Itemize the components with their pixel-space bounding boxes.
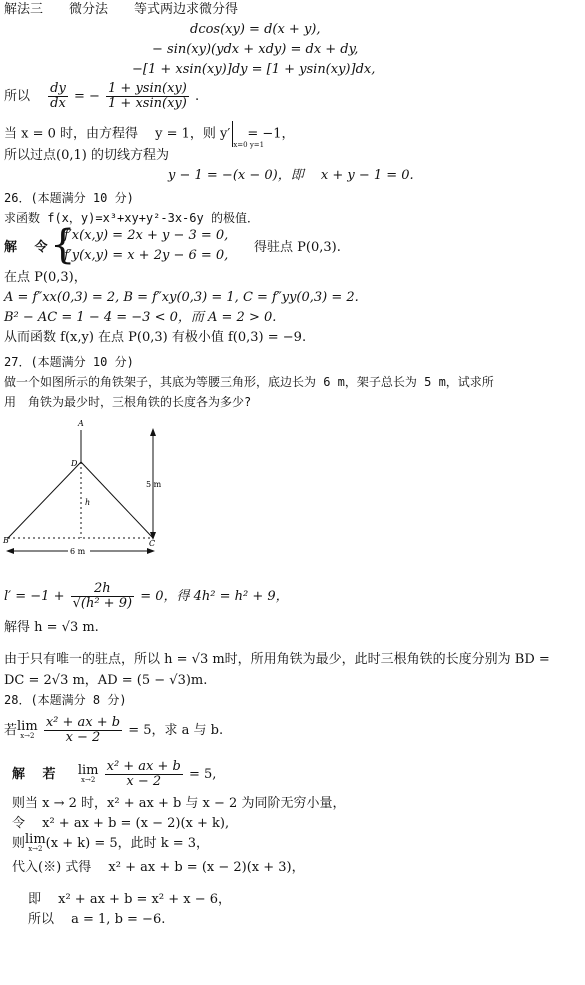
lim-subscript: x→2 [28, 845, 43, 853]
question-28-text [4, 716, 223, 745]
numerator: x² + ax + b [106, 759, 181, 774]
substitute-line: 代入(※) 式得 x² + ax + b = (x − 2)(x + 3)， [12, 860, 305, 875]
fraction [48, 82, 68, 111]
numerator: dy [50, 81, 66, 96]
lim-subscript: x→2 [81, 776, 96, 784]
solution-label: 解 若 [12, 767, 56, 782]
arrow-up-icon [150, 428, 156, 436]
fraction [71, 582, 134, 611]
conclusion-line: 由于只有唯一的驻点，所以 h = √3 m时，所用角铁为最少，此时三根角铁的长度分别为 BD = [4, 652, 550, 667]
solution-label: 解 令 [4, 240, 48, 255]
label-5m: 5 m [146, 480, 162, 489]
limit-operator [25, 834, 46, 853]
denominator: dx [50, 96, 66, 111]
equation-line: −[1 + xsin(xy)]dy = [1 + ysin(xy)]dx, [132, 62, 376, 77]
question-27-header: 27．(本题满分 10 分) [4, 355, 134, 369]
discriminant-line: B² − AC = 1 − 4 = −3 < 0，而 A = 2 > 0. [4, 310, 277, 325]
question-26-header: 26．(本题满分 10 分) [4, 191, 134, 205]
angle-iron-frame-figure [0, 412, 180, 562]
limit-k-line [12, 834, 209, 853]
lim-word: lim [25, 832, 46, 847]
factor-line: 令 x² + ax + b = (x − 2)(x + k), [12, 816, 230, 831]
label-6m: 6 m [70, 547, 86, 556]
fraction [105, 760, 183, 789]
text: . [194, 89, 200, 104]
fraction [44, 716, 122, 745]
numerator: 2h [71, 582, 134, 597]
lim-word: lim [77, 763, 99, 778]
text: = − [73, 89, 100, 104]
limit-operator [17, 721, 38, 740]
derivative-result [4, 82, 199, 111]
label-c: C [149, 539, 156, 548]
text: 则 [12, 836, 26, 851]
lim-subscript: x→2 [20, 732, 35, 740]
question-27-text: 做一个如图所示的角铁架子，其底为等腰三角形，底边长为 6 m，架子总长为 5 m，试求所 [4, 375, 494, 389]
question-26-text: 求函数 f(x，y)=x³+xy+y²-3x-6y 的极值． [4, 211, 259, 225]
system-equation-2: f′y(x,y) = x + 2y − 6 = 0, [64, 248, 229, 263]
solve-h-line: 解得 h = √3 m. [4, 620, 99, 635]
text: l′ = −1 + [4, 589, 65, 604]
numerator: x² + ax + b [45, 715, 121, 730]
arrow-right-icon [147, 548, 155, 554]
condition-line [4, 121, 295, 149]
text: 若 [4, 723, 18, 738]
text: 当 x = 0 时，由方程得 y = 1，则 y′ [4, 126, 231, 142]
at-point-line: 在点 P(0,3)， [4, 270, 87, 285]
fraction [106, 82, 189, 111]
conclusion-line: DC = 2√3 m，AD = (5 − √3)m. [4, 673, 208, 688]
tangent-equation: y − 1 = −(x − 0)，即 x + y − 1 = 0. [168, 168, 414, 183]
extremum-conclusion: 从而函数 f(x,y) 在点 P(0,3) 有极小值 f(0,3) = −9. [4, 330, 307, 345]
segment-bd [8, 462, 81, 538]
text: = 5，求 a 与 b. [128, 723, 224, 738]
expand-line: 即 x² + ax + b = x² + x − 6， [28, 892, 232, 907]
lim-word: lim [17, 719, 38, 734]
label-b: B [3, 536, 9, 545]
text: = 0，得 4h² = h² + 9， [140, 589, 289, 604]
numerator: 1 + ysin(xy) [108, 81, 187, 96]
equation-line: − sin(xy)(ydx + xdy) = dx + dy, [152, 42, 359, 57]
denominator: 1 + xsin(xy) [108, 96, 187, 111]
text: 所以 [4, 89, 31, 104]
system-equation-1: f′x(x,y) = 2x + y − 3 = 0, [64, 228, 229, 243]
arrow-left-icon [6, 548, 14, 554]
text: (x + k) = 5，此时 k = 3， [45, 836, 210, 851]
question-28-header: 28．(本题满分 8 分) [4, 693, 127, 707]
system-brace: { [50, 222, 76, 268]
label-h: h [85, 498, 91, 507]
equation-line: dcos(xy) = d(x + y), [190, 22, 321, 37]
denominator: x − 2 [126, 774, 162, 789]
label-d: D [71, 459, 78, 468]
second-derivatives: A = f″xx(0,3) = 2, B = f″xy(0,3) = 1, C = f″yy(0,3) = 2. [4, 290, 359, 305]
denominator: √(h² + 9) [72, 596, 133, 611]
method-three-heading: 解法三 微分法 等式两边求微分得 [4, 2, 239, 17]
question-27-text: 用 角铁为最少时，三根角铁的长度各为多少? [4, 395, 252, 409]
solution-28-start [12, 760, 216, 789]
denominator: x − 2 [65, 730, 101, 745]
infinitesimal-line: 则当 x → 2 时，x² + ax + b 与 x − 2 为同阶无穷小量， [12, 796, 346, 811]
limit-operator [78, 765, 99, 784]
tangent-intro: 所以过点(0,1) 的切线方程为 [4, 148, 169, 163]
segment-dc [81, 462, 153, 538]
text: = −1， [247, 126, 295, 142]
evaluation-subscript: x=0 y=1 [233, 140, 265, 149]
label-a: A [78, 419, 84, 428]
derivative-of-length [4, 582, 289, 611]
text: = 5, [189, 767, 217, 782]
final-answer: 所以 a = 1, b = −6. [28, 912, 166, 927]
stationary-point: 得驻点 P(0,3). [254, 240, 341, 255]
